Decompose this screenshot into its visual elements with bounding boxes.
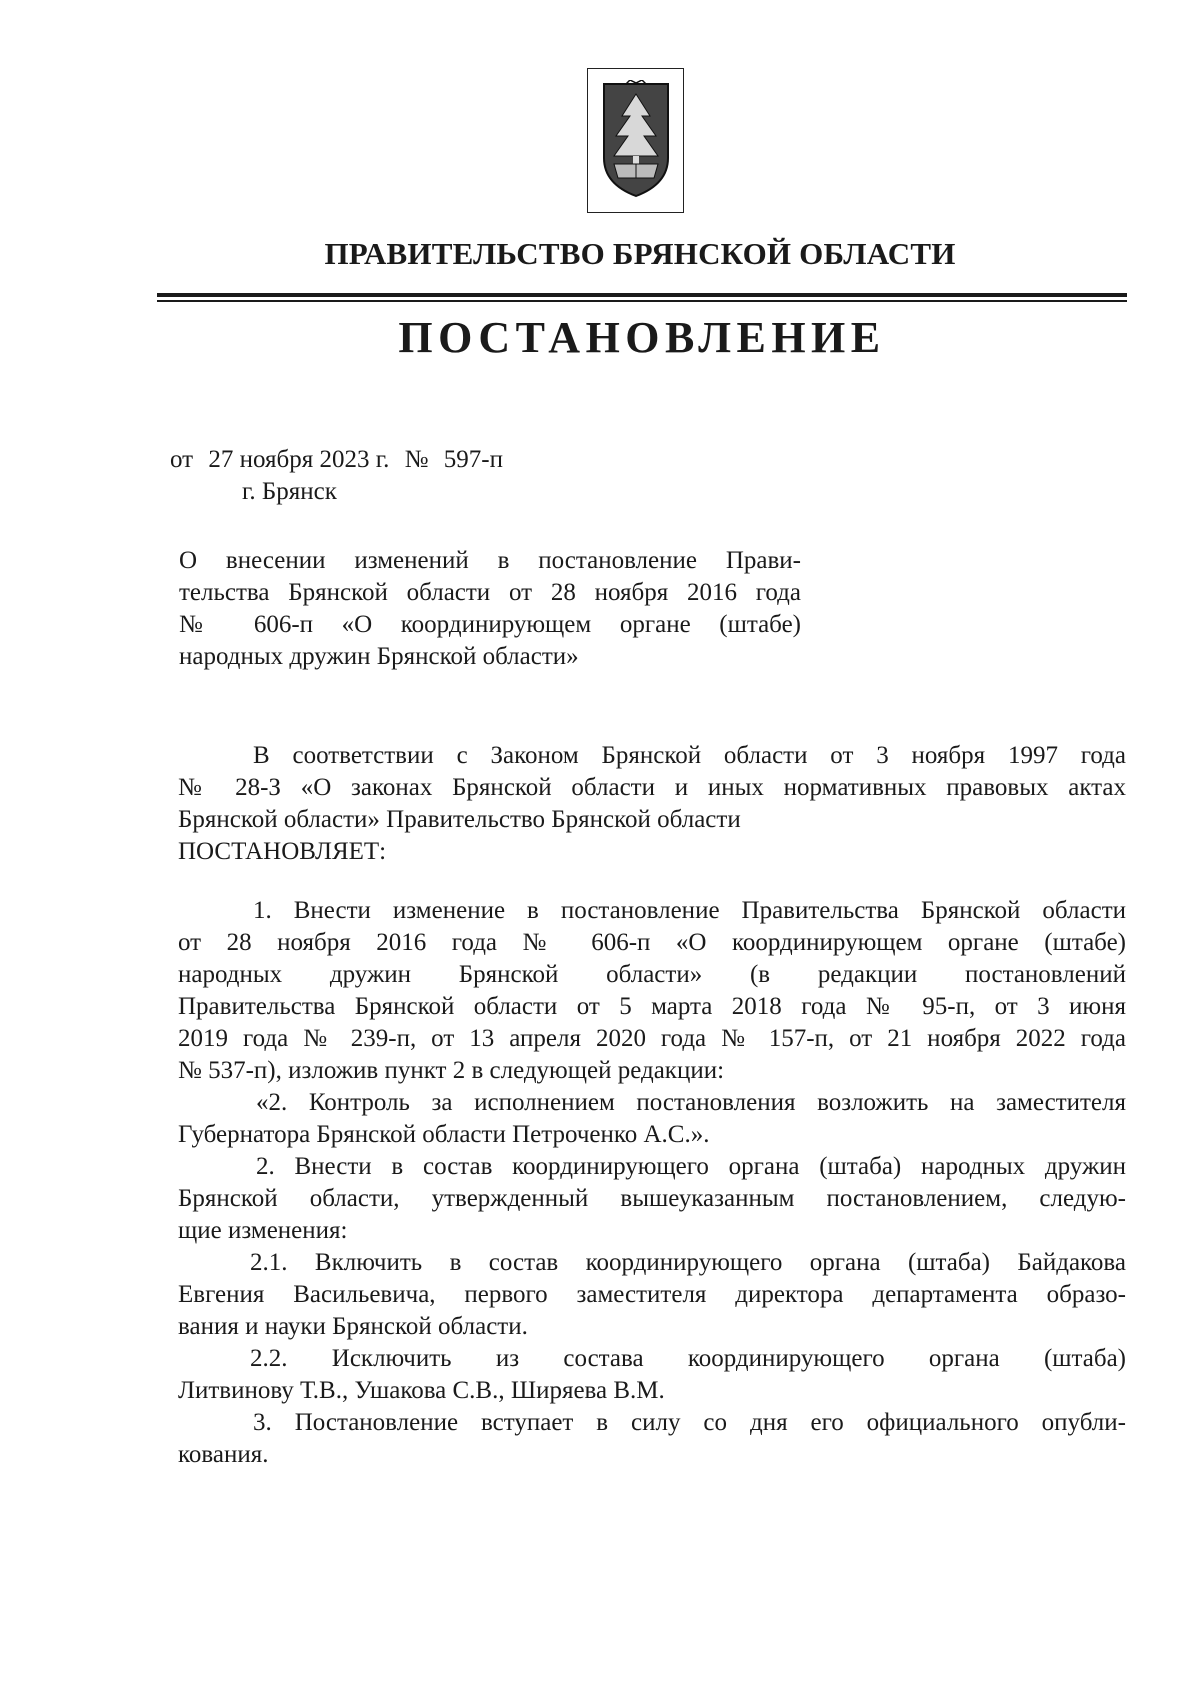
document-subject (179, 545, 801, 673)
body-line: 2.1. Включить в состав координирующего органа (штаба) Байдакова (250, 1249, 1126, 1276)
preamble (178, 740, 1126, 868)
document-type-title: ПОСТАНОВЛЕНИЕ (398, 313, 886, 362)
body-line: 2.2. Исключить из состава координирующего органа (штаба) (250, 1345, 1126, 1372)
body-line: щие изменения: (178, 1217, 348, 1244)
body-line: 2019 года № 239-п, от 13 апреля 2020 года № 157-п, от 21 ноября 2022 года (178, 1025, 1126, 1052)
body-line: 3. Постановление вступает в силу со дня его официального опубли- (253, 1409, 1126, 1436)
body-line: вания и науки Брянской области. (178, 1313, 528, 1340)
date-prefix: от (170, 446, 194, 473)
resolution-body (178, 895, 1126, 1471)
bryansk-coat-of-arms-icon (600, 80, 672, 200)
body-line: Литвинову Т.В., Ушакова С.В., Ширяева В.М. (178, 1377, 665, 1404)
coat-of-arms-frame (587, 68, 684, 213)
header-rule-thick (157, 293, 1127, 297)
document-date: 27 ноября 2023 г. (208, 446, 390, 473)
document-number: 597-п (443, 446, 503, 473)
body-line: 1. Внести изменение в постановление Правительства Брянской области (253, 897, 1126, 924)
header-rule-thin (157, 300, 1127, 302)
number-sign: № (404, 446, 429, 473)
preamble-line: В соответствии с Законом Брянской области от 3 ноября 1997 года (253, 742, 1126, 769)
body-line: 2. Внести в состав координирующего органа (штаба) народных дружин (256, 1153, 1126, 1180)
date-number-line (170, 446, 512, 474)
body-line: № 537-п), изложив пункт 2 в следующей редакции: (178, 1057, 725, 1084)
body-line: Брянской области, утвержденный вышеуказанным постановлением, следую- (178, 1185, 1126, 1212)
subject-line: народных дружин Брянской области» (179, 643, 579, 670)
subject-line: тельства Брянской области от 28 ноября 2016 года (179, 579, 801, 606)
organization-title: ПРАВИТЕЛЬСТВО БРЯНСКОЙ ОБЛАСТИ (324, 236, 956, 271)
preamble-line: Брянской области» Правительство Брянской области (178, 806, 741, 833)
body-line: кования. (178, 1441, 269, 1468)
subject-line: № 606-п «О координирующем органе (штабе) (179, 611, 801, 638)
body-line: народных дружин Брянской области» (в редакции постановлений (178, 961, 1126, 988)
preamble-line: № 28-З «О законах Брянской области и иных нормативных правовых актах (178, 774, 1126, 801)
document-city: г. Брянск (242, 478, 337, 505)
body-line: Правительства Брянской области от 5 марта 2018 года № 95-п, от 3 июня (178, 993, 1126, 1020)
body-line: Евгения Васильевича, первого заместителя директора департамента образо- (178, 1281, 1126, 1308)
body-line: от 28 ноября 2016 года № 606-п «О координирующем органе (штабе) (178, 929, 1126, 956)
body-line: Губернатора Брянской области Петроченко А.С.». (178, 1121, 710, 1148)
resolves-keyword: ПОСТАНОВЛЯЕТ: (178, 838, 387, 865)
subject-line: О внесении изменений в постановление Прави- (179, 547, 801, 574)
body-line: «2. Контроль за исполнением постановления возложить на заместителя (256, 1089, 1126, 1116)
